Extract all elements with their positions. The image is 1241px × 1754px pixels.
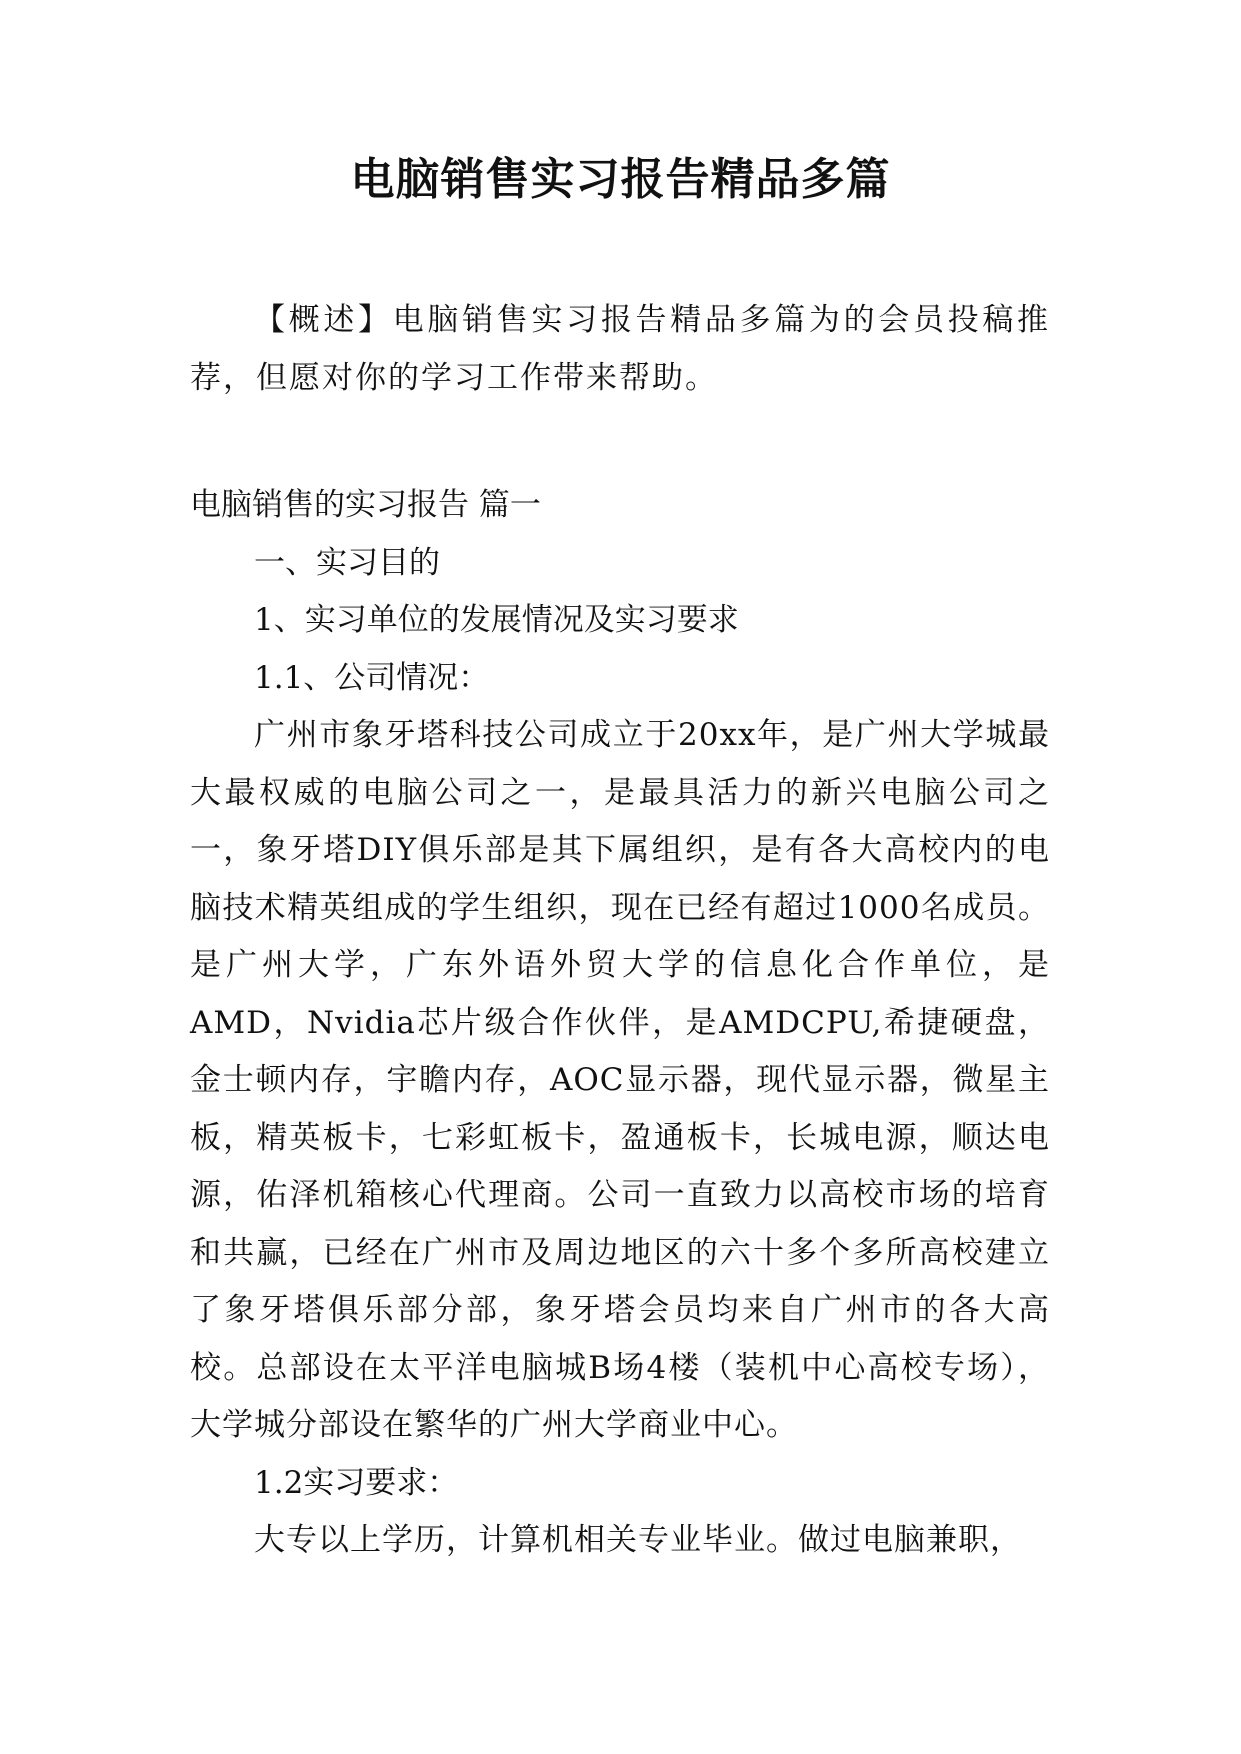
heading-internship-requirements: 1.2实习要求： — [254, 1464, 459, 1501]
document-body — [190, 292, 1050, 1570]
heading-company-situation: 1.1、公司情况： — [254, 659, 490, 696]
company-paragraph: 广州市象牙塔科技公司成立于20xx年，是广州大学城最大最权威的电脑公司之一，是最具活力的新兴电脑公司之一，象牙塔DIY俱乐部是其下属组织，是有各大高校内的电脑技术精英组成的学生组织，现在已经有超过1000名成员。是广州大学，广东外语外贸大学的信息化合作单位，是AMD，Nvidia芯片级合作伙伴，是AMDCPU,希捷硬盘，金士顿内存，宇瞻内存，AOC显示器，现代显示器，微星主板，精英板卡，七彩虹板卡，盈通板卡，长城电源，顺达电源，佑泽机箱核心代理商。公司一直致力以高校市场的培育和共赢，已经在广州市及周边地区的六十多个多所高校建立了象牙塔俱乐部分部，象牙塔会员均来自广州市的各大高校。总部设在太平洋电脑城B场4楼（装机中心高校专场），大学城分部设在繁华的广州大学商业中心。 — [190, 717, 1050, 1443]
heading-purpose: 一、实习目的 — [254, 544, 440, 581]
heading-company-development: 1、实习单位的发展情况及实习要求 — [254, 602, 739, 638]
section-heading: 电脑销售的实习报告 篇一 — [190, 487, 541, 523]
requirement-paragraph: 大专以上学历，计算机相关专业毕业。做过电脑兼职， — [254, 1522, 1022, 1558]
spacer — [190, 407, 1050, 477]
summary-paragraph: 【概述】电脑销售实习报告精品多篇为的会员投稿推荐，但愿对你的学习工作带来帮助。 — [190, 302, 1050, 396]
document-title: 电脑销售实习报告精品多篇 — [350, 154, 891, 205]
